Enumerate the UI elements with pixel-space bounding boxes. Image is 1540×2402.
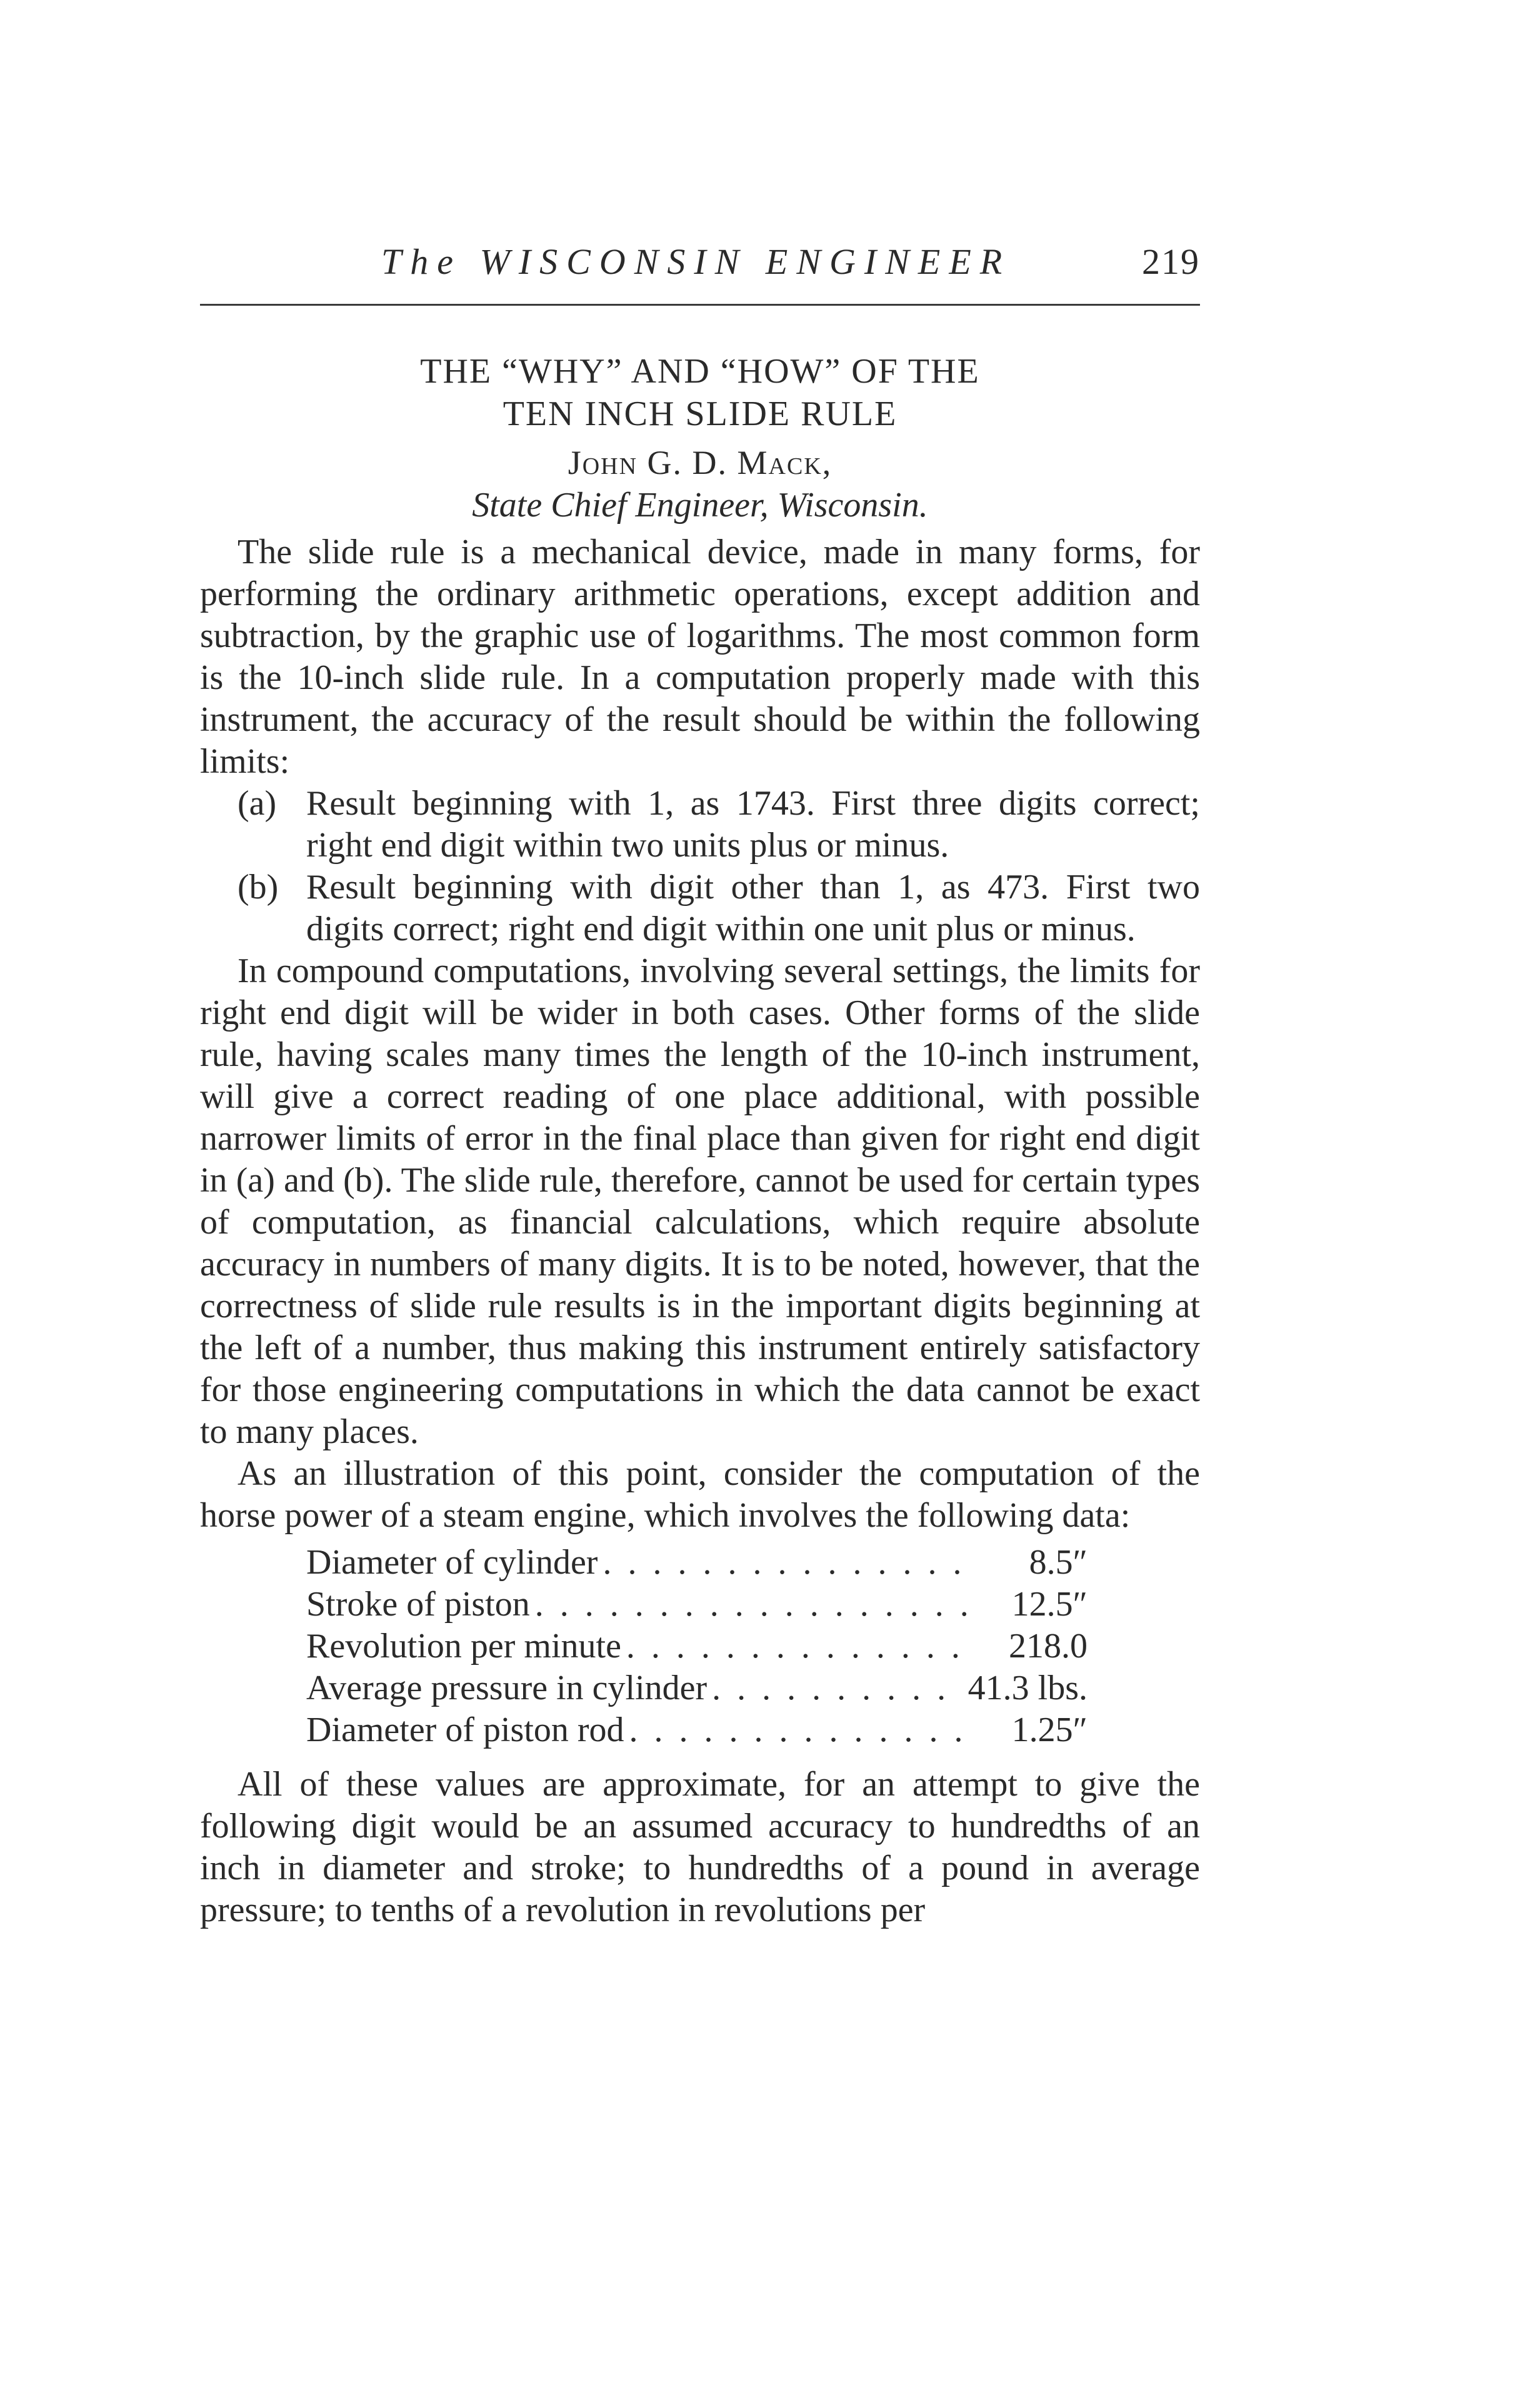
list-item-text: Result beginning with 1, as 1743. First three digits correct; right end digit within two units plus or minus. [306,784,1200,865]
data-row [306,1626,1088,1667]
article-title-line-1: THE “WHY” AND “HOW” OF THE [420,352,980,391]
paragraph-illustration: As an illustration of this point, consider the computation of the horse power of a steam engine, which involves the following data: [200,1454,1200,1535]
list-marker: (a) [238,784,277,823]
data-row [306,1667,1088,1709]
list-marker: (b) [238,868,279,907]
data-label: Revolution per minute [306,1627,621,1666]
paragraph-approximate: All of these values are approximate, for an attempt to give the following digit would be an assumed accuracy to hundredths of an inch in diameter and stroke; to hundredths of a pound in average pressure; to tenths of a revolution in revolutions per [200,1765,1200,1929]
article-body [200,350,1200,1931]
running-head [200,241,1200,291]
article-author: John G. D. Mack, [568,444,832,481]
list-item-text: Result beginning with digit other than 1, as 473. First two digits correct; right end digit within one unit plus or minus. [306,868,1200,948]
data-label: Stroke of piston [306,1585,530,1624]
data-value: 12.5″ [1011,1585,1088,1624]
data-label: Diameter of piston rod [306,1711,624,1749]
data-label: Diameter of cylinder [306,1543,598,1582]
data-row [306,1542,1088,1584]
article-title [200,350,1200,435]
limits-list-item-b [200,867,1200,950]
data-value: 1.25″ [1011,1711,1088,1749]
data-value: 8.5″ [1029,1543,1088,1582]
data-row [306,1709,1088,1751]
limits-list [200,783,1200,950]
limits-list-item-a [200,783,1200,867]
journal-title: The WISCONSIN ENGINEER [381,241,1011,282]
paragraph-intro: The slide rule is a mechanical device, made in many forms, for performing the ordinary arithmetic operations, except addition and subtraction, by the graphic use of logarithms. The most common form is the 10-inch slide rule. In a computation properly made with this instrument, the accuracy of the result should be within the following limits: [200,533,1200,781]
article-title-line-2: TEN INCH SLIDE RULE [502,394,898,433]
author-affiliation: State Chief Engineer, Wisconsin. [472,486,928,525]
header-rule [200,304,1200,306]
dot-leader [602,1542,970,1584]
page-number: 219 [1142,241,1200,282]
paragraph-compound: In compound computations, involving several settings, the limits for right end digit will be wider in both cases. Other forms of the slide rule, having scales many times the length of the 10-inch instrument, will give a correct reading of one place additional, with possible narrower limits of error in the final place than given for right end digit in (a) and (b). The slide rule, therefore, cannot be used for certain types of computation, as financial calculations, which require absolute accuracy in numbers of many digits. It is to be noted, however, that the correctness of slide rule results is in the important digits beginning at the left of a number, thus making this instrument entirely satisfactory for those engineering computations in which the data cannot be exact to many places. [200,952,1200,1451]
data-row [306,1584,1088,1626]
dot-leader [626,1626,970,1667]
data-label: Average pressure in cylinder [306,1669,708,1707]
data-value: 218.0 [1009,1627,1088,1666]
dot-leader [712,1667,963,1709]
data-value: 41.3 lbs. [968,1669,1088,1707]
dot-leader [535,1584,970,1626]
dot-leader [629,1709,970,1751]
engine-data-table [306,1542,1088,1751]
